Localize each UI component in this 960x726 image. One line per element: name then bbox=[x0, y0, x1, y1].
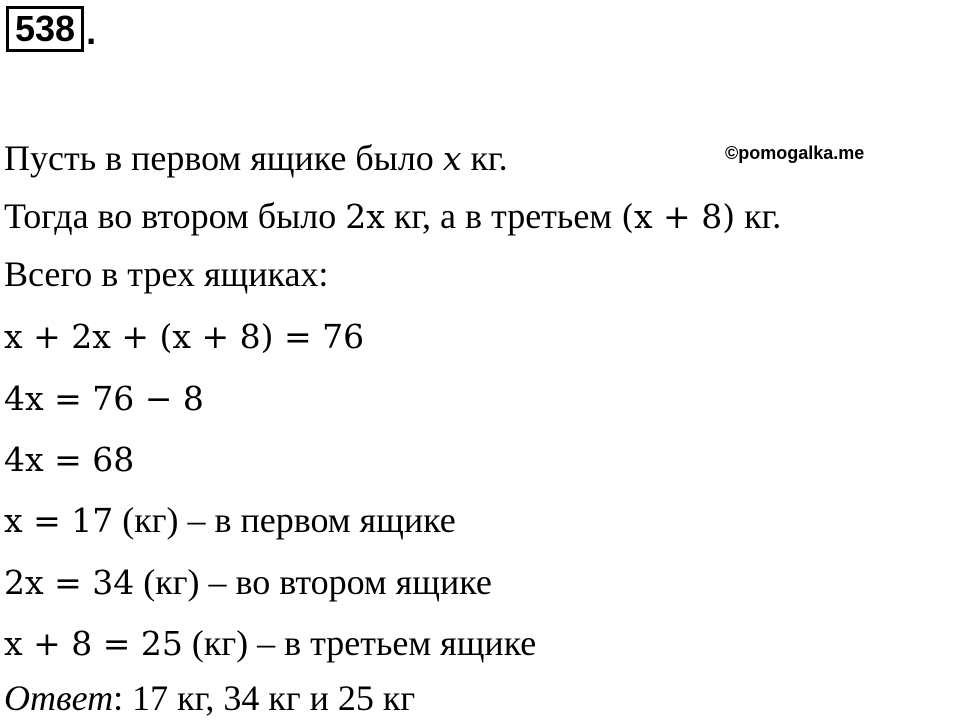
line-1-var: x bbox=[442, 139, 462, 178]
line-1 bbox=[4, 140, 508, 176]
line-2-mid: кг, а в третьем bbox=[384, 196, 622, 236]
problem-number bbox=[6, 6, 96, 52]
watermark: ©pomogalka.me bbox=[725, 143, 865, 163]
line-9-math: x + 8 = 25 bbox=[4, 624, 183, 663]
answer-line bbox=[4, 680, 415, 716]
line-3-text: Всего в трех ящиках: bbox=[4, 254, 329, 294]
line-2-text: Тогда во втором было bbox=[4, 196, 346, 236]
line-2-math: 2x bbox=[345, 197, 385, 236]
line-2-math2: (x + 8) bbox=[621, 197, 736, 236]
answer-label: Ответ bbox=[4, 678, 114, 718]
line-8 bbox=[4, 564, 492, 600]
line-7 bbox=[4, 502, 456, 538]
line-4-math: x + 2x + (x + 8) = 76 bbox=[4, 317, 365, 356]
line-1-end: кг. bbox=[461, 138, 508, 178]
line-5 bbox=[4, 380, 204, 416]
line-2 bbox=[4, 198, 781, 234]
problem-number-box: 538 bbox=[6, 6, 84, 52]
line-9 bbox=[4, 625, 536, 661]
line-9-text: (кг) – в третьем ящике bbox=[182, 623, 537, 663]
line-6 bbox=[4, 441, 134, 477]
line-6-math: 4x = 68 bbox=[4, 440, 135, 479]
line-7-text: (кг) – в первом ящике bbox=[113, 500, 456, 540]
line-8-math: 2x = 34 bbox=[4, 563, 135, 602]
line-2-end: кг. bbox=[735, 196, 782, 236]
line-5-math: 4x = 76 − 8 bbox=[4, 379, 204, 418]
line-7-math: x = 17 bbox=[4, 501, 114, 540]
problem-number-dot: . bbox=[86, 11, 97, 52]
line-8-text: (кг) – во втором ящике bbox=[134, 562, 492, 602]
line-3 bbox=[4, 256, 328, 292]
answer-text: : 17 кг, 34 кг и 25 кг bbox=[113, 678, 416, 718]
line-1-text: Пусть в первом ящике было bbox=[4, 138, 443, 178]
line-4 bbox=[4, 318, 364, 354]
